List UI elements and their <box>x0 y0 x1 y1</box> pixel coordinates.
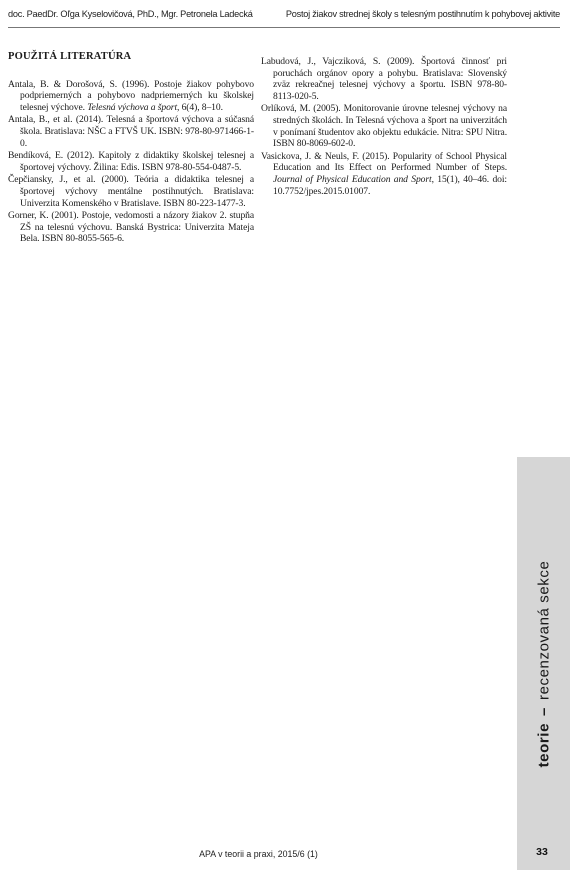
journal-footer: APA v teorii a praxi, 2015/6 (1) <box>199 849 318 859</box>
reference-journal-title: Telesná výchova a šport <box>87 101 178 113</box>
section-main-label: teorie <box>535 722 552 767</box>
reference-entry <box>8 174 254 209</box>
reference-text: Vasickova, J. & Neuls, F. (2015). Popularity of School Physical Education and Its Effect on Performed Number of Steps. <box>261 150 507 174</box>
header-article-title: Postoj žiakov strednej školy s telesným postihnutím k pohybovej aktivite <box>285 9 560 19</box>
reference-text: Labudová, J., Vajcziková, S. (2009). Športová činnosť pri poruchách orgánov opory a pohybu. Bratislava: Slovenský zväz rekreačnej telesnej výchovy a športu. ISBN 978-80-8113-020-5. <box>261 56 507 102</box>
page-number: 33 <box>536 846 548 858</box>
running-header <box>8 9 560 19</box>
reference-entry <box>8 114 254 149</box>
section-side-tab <box>517 457 570 870</box>
reference-entry <box>261 56 507 102</box>
section-label <box>535 560 552 767</box>
reference-text: , 6(4), 8–10. <box>177 101 223 113</box>
reference-entry <box>8 210 254 245</box>
reference-entry <box>261 151 507 197</box>
reference-text: Antala, B. & Dorošová, S. (1996). Postoje žiakov pohybovo podpriemerných a pohybovo nadpriemerných ku školskej telesnej výchove. <box>8 78 254 113</box>
section-sub-label: recenzovaná sekce <box>535 560 552 700</box>
reference-journal-title: Journal of Physical Education and Sport <box>273 173 432 185</box>
header-authors: doc. PaedDr. Oľga Kyselovičová, PhD., Mgr. Petronela Ladecká <box>8 9 253 19</box>
reference-text: , 15(1), 40–46. doi: 10.7752/jpes.2015.01007. <box>273 173 507 197</box>
section-separator: – <box>535 706 552 716</box>
reference-text: Gorner, K. (2001). Postoje, vedomosti a názory žiakov 2. stupňa ZŠ na telesnú výchovu. Banská Bystrica: Univerzita Mateja Bela. ISBN 80-8055-565-6. <box>8 210 254 245</box>
header-divider <box>8 27 560 28</box>
references-column-left <box>8 51 254 246</box>
reference-text: Orlíková, M. (2005). Monitorovanie úrovne telesnej výchovy na stredných školách. In Telesná výchova a šport na univerzitách v ponímaní študentov ako objektu edukácie. Nitra: SPU Nitra. ISBN 80-8069-602-0. <box>261 103 507 150</box>
reference-text: Bendíková, E. (2012). Kapitoly z didaktiky školskej telesnej a športovej výchovy. Žilina: Edis. ISBN 978-80-554-0487-5. <box>8 150 254 173</box>
reference-text: Antala, B., et al. (2014). Telesná a športová výchova a súčasná škola. Bratislava: NŠC a FTVŠ UK. ISBN: 978-80-971466-1-0. <box>8 114 254 149</box>
references-heading: POUŽITÁ LITERATÚRA <box>8 51 132 62</box>
reference-entry <box>261 103 507 149</box>
reference-entry <box>8 79 254 114</box>
reference-entry <box>8 150 254 173</box>
reference-text: Čepčiansky, J., et al. (2000). Teória a didaktika telesnej a športovej výchovy mentálne postihnutých. Bratislava: Univerzita Komenského v Bratislave. ISBN 80-223-1477-3. <box>8 174 254 209</box>
references-column-right <box>261 56 507 198</box>
